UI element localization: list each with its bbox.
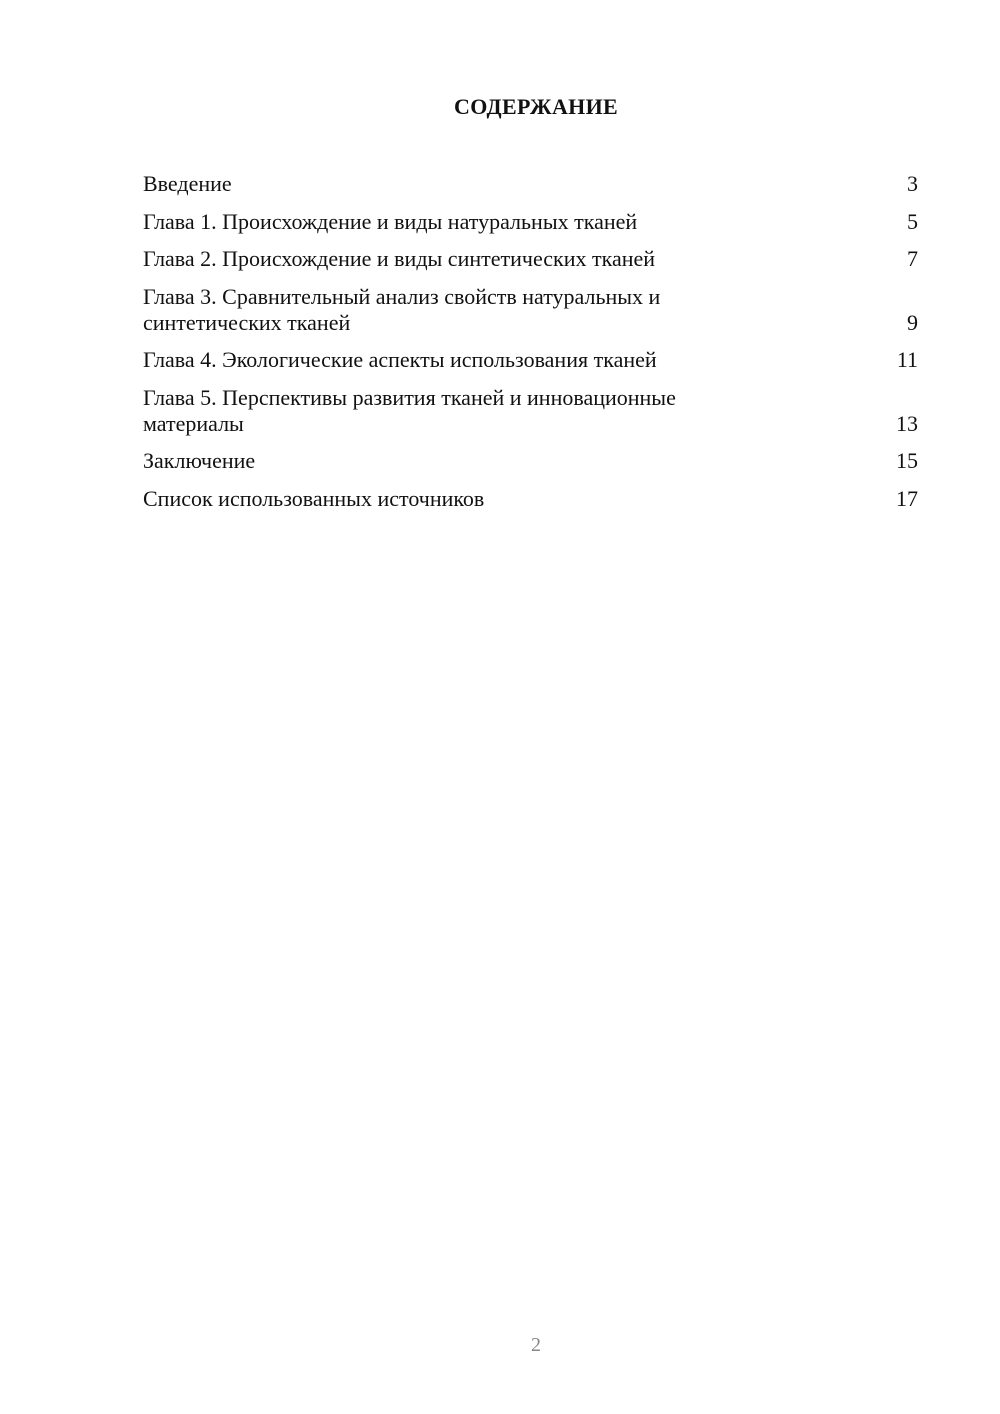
toc-entry-page: 3 [907,171,918,196]
toc-entry-page: 9 [907,309,918,335]
toc-entry-introduction [143,171,918,197]
toc-entry-text [143,347,888,373]
toc-entry-text [143,385,888,437]
toc-entry-page: 7 [907,246,918,271]
toc-entry-page: 13 [896,410,918,436]
toc-entry-line: Глава 3. Сравнительный анализ свойств натуральных и [143,283,661,309]
toc-entry-chapter-1 [143,209,918,235]
toc-entry-text [143,448,888,474]
toc-entry-line: Глава 1. Происхождение и виды натуральных тканей [143,208,638,234]
toc-entry-page: 11 [896,347,918,372]
toc-entry-chapter-4 [143,347,918,373]
toc-entry-text [143,246,888,272]
toc-entry-conclusion [143,448,918,474]
toc-entry-references [143,486,918,512]
toc-entry-line: Список использованных источников [143,485,485,511]
toc-entry-chapter-5 [143,385,918,437]
toc-entry-chapter-2 [143,246,918,272]
toc-entry-text [143,209,888,235]
toc-entry-line: материалы [143,410,244,436]
toc-list [143,171,918,523]
toc-entry-page: 17 [896,485,918,511]
toc-entry-chapter-3 [143,284,918,336]
toc-entry-line: Введение [143,171,232,196]
toc-entry-text [143,284,888,336]
toc-entry-text [143,486,888,512]
toc-entry-line: синтетических тканей [143,309,351,335]
toc-entry-text [143,171,888,197]
toc-entry-line: Заключение [143,448,256,473]
toc-entry-page: 15 [896,448,918,473]
page-number: 2 [531,1334,541,1356]
toc-entry-page: 5 [907,208,918,234]
toc-entry-line: Глава 4. Экологические аспекты использования тканей [143,347,657,372]
toc-entry-line: Глава 5. Перспективы развития тканей и инновационные [143,384,676,410]
toc-entry-line: Глава 2. Происхождение и виды синтетических тканей [143,246,656,271]
toc-title: СОДЕРЖАНИЕ [454,94,618,119]
